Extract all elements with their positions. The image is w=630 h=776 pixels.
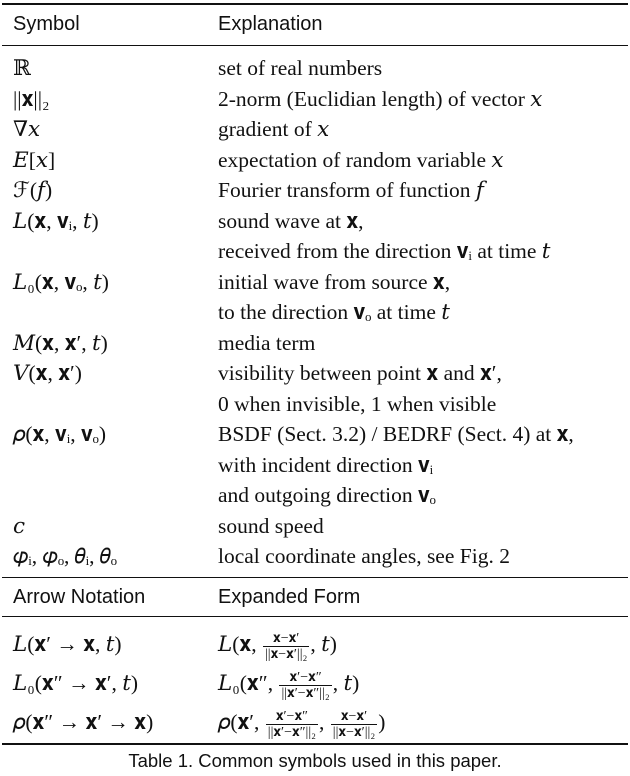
expanded-prefix: 𝐿(𝐱, [218, 632, 262, 656]
header-symbol: Symbol [13, 13, 80, 35]
expanded-form-cell [218, 625, 337, 663]
section-rule [2, 577, 628, 578]
symbol-row [0, 175, 630, 205]
explanation-cell: Fourier transform of function 𝑓 [218, 178, 484, 202]
explanation-cell: media term [218, 330, 316, 355]
fraction [279, 670, 331, 701]
header-expanded-form: Expanded Form [218, 586, 361, 608]
arrow-notation-cell: 𝐿₀(𝐱″ → 𝐱′, 𝑡) [13, 671, 138, 695]
symbol-row [0, 84, 630, 114]
expanded-suffix: ) [378, 710, 386, 734]
arrow-row [0, 625, 630, 663]
arrow-header-row [0, 582, 630, 612]
symbol-row [0, 206, 630, 236]
symbol-cell: 𝑉(𝐱, 𝐱′) [13, 361, 82, 385]
symbol-row [0, 114, 630, 144]
symbol-row [0, 53, 630, 83]
table-caption: Table 1. Common symbols used in this paper. [128, 750, 502, 771]
fraction-numerator: 𝐱′−𝐱″ [279, 670, 331, 686]
expanded-form-cell [218, 664, 359, 702]
explanation-cell: received from the direction 𝐯ᵢ at time 𝑡 [218, 239, 551, 263]
symbol-cell: ℱ(𝑓) [13, 178, 53, 202]
header-rule [2, 45, 628, 46]
fraction [331, 709, 377, 740]
explanation-cell: sound wave at 𝐱, [218, 208, 364, 233]
explanation-cell: 2-norm (Euclidian length) of vector 𝑥 [218, 86, 543, 111]
symbol-row [0, 511, 630, 541]
symbol-row [0, 389, 630, 419]
expanded-prefix: 𝜌(𝐱′, [218, 710, 265, 734]
header-row [0, 9, 630, 39]
explanation-cell: visibility between point 𝐱 and 𝐱′, [218, 361, 502, 385]
symbol-row [0, 145, 630, 175]
symbol-cell: 𝜌(𝐱, 𝐯ᵢ, 𝐯ₒ) [13, 422, 106, 446]
fraction [266, 709, 318, 740]
explanation-cell: with incident direction 𝐯ᵢ [218, 452, 434, 477]
fraction-denominator: ||𝐱−𝐱′||₂ [332, 724, 376, 740]
symbol-row [0, 297, 630, 327]
symbol-row [0, 358, 630, 388]
symbol-row [0, 450, 630, 480]
arrow-row [0, 664, 630, 702]
symbol-cell: ||𝐱||₂ [13, 86, 50, 111]
explanation-cell: and outgoing direction 𝐯ₒ [218, 483, 436, 507]
symbol-cell: 𝑀(𝐱, 𝐱′, 𝑡) [13, 330, 108, 355]
fraction-numerator: 𝐱−𝐱′ [263, 631, 309, 647]
symbol-cell: ∇𝑥 [13, 117, 41, 141]
arrow-header-rule [2, 616, 628, 617]
explanation-cell: 0 when invisible, 1 when visible [218, 391, 497, 416]
fraction-numerator: 𝐱−𝐱′ [331, 709, 377, 725]
fraction-denominator: ||𝐱−𝐱′||₂ [265, 646, 308, 662]
symbol-row [0, 328, 630, 358]
symbol-cell: 𝐸[𝑥] [13, 147, 56, 172]
explanation-cell: initial wave from source 𝐱, [218, 269, 451, 294]
fraction [263, 631, 309, 662]
explanation-cell: to the direction 𝐯ₒ at time 𝑡 [218, 300, 450, 324]
symbol-row [0, 419, 630, 449]
fraction-denominator: ||𝐱′−𝐱″||₂ [267, 724, 317, 740]
symbol-row [0, 480, 630, 510]
explanation-cell: BSDF (Sect. 3.2) / BEDRF (Sect. 4) at 𝐱, [218, 422, 574, 446]
symbol-cell: ℝ [13, 56, 31, 80]
explanation-cell: sound speed [218, 513, 324, 538]
arrow-notation-cell: 𝐿(𝐱′ → 𝐱, 𝑡) [13, 632, 122, 656]
bottom-rule [2, 743, 628, 745]
fraction-separator: , [319, 710, 330, 734]
symbol-row [0, 267, 630, 297]
top-rule [2, 3, 628, 5]
symbol-cell: 𝑐 [13, 513, 26, 538]
symbol-row [0, 541, 630, 571]
explanation-cell: set of real numbers [218, 56, 383, 80]
expanded-suffix: , 𝑡) [310, 632, 337, 656]
header-explanation: Explanation [218, 13, 323, 35]
explanation-cell: gradient of 𝑥 [218, 117, 330, 141]
expanded-prefix: 𝐿₀(𝐱″, [218, 671, 279, 695]
symbol-cell: 𝐿₀(𝐱, 𝐯ₒ, 𝑡) [13, 269, 109, 294]
expanded-form-cell [218, 703, 385, 741]
arrow-row [0, 703, 630, 741]
header-arrow-notation: Arrow Notation [13, 586, 146, 608]
arrow-notation-cell: 𝜌(𝐱″ → 𝐱′ → 𝐱) [13, 710, 154, 734]
fraction-denominator: ||𝐱′−𝐱″||₂ [281, 685, 330, 701]
explanation-cell: local coordinate angles, see Fig. 2 [218, 544, 510, 568]
symbol-row [0, 236, 630, 266]
explanation-cell: expectation of random variable 𝑥 [218, 147, 504, 172]
symbol-cell: 𝐿(𝐱, 𝐯ᵢ, 𝑡) [13, 208, 99, 233]
fraction-numerator: 𝐱′−𝐱″ [266, 709, 318, 725]
symbol-cell: 𝜑ᵢ, 𝜑ₒ, 𝜃ᵢ, 𝜃ₒ [13, 544, 117, 568]
expanded-suffix: , 𝑡) [332, 671, 360, 695]
